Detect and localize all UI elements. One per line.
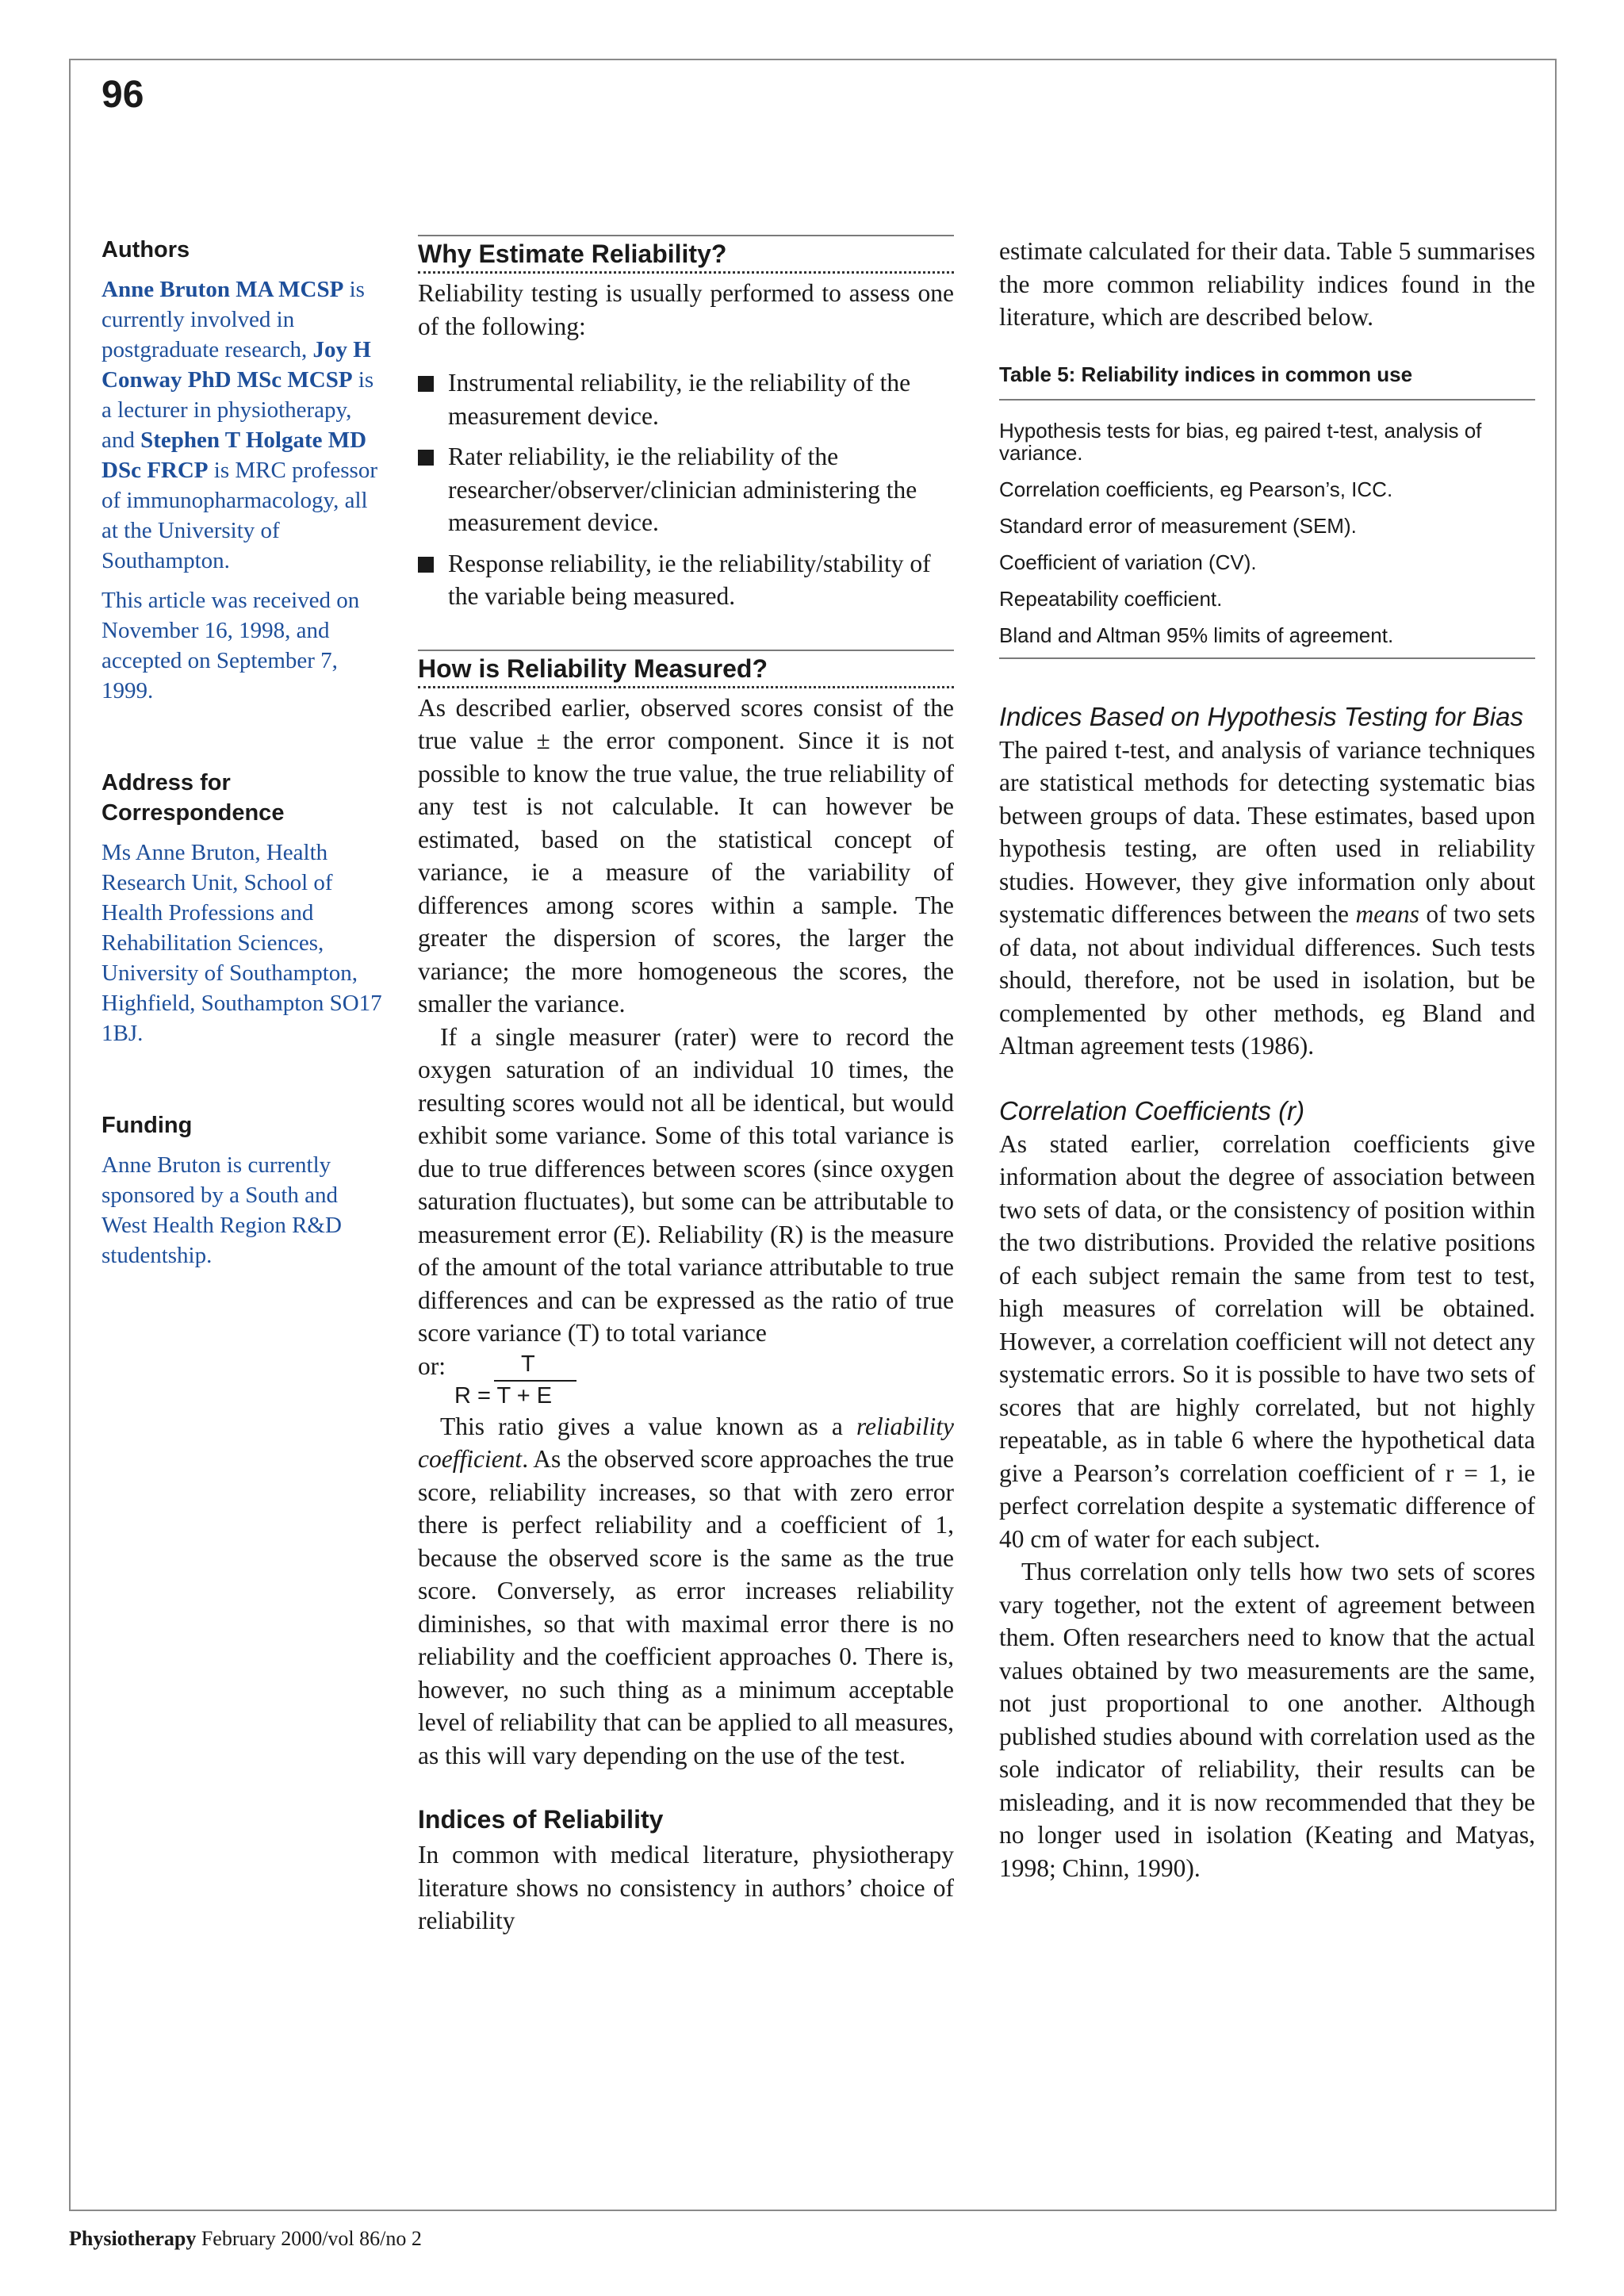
table5-title: Table 5: Reliability indices in common use [999,361,1535,401]
authors-heading: Authors [102,237,190,263]
right-column [999,235,1535,1884]
hypothesis-heading: Indices Based on Hypothesis Testing for Bias [999,701,1523,731]
indices-paragraph: In common with medical literature, physiotherapy literature shows no consistency in authors’ choice of reliability [418,1841,954,1934]
received-note: This article was received on November 16, 1998, and accepted on September 7, 1999. [102,588,360,703]
address-heading: Address for Correspondence [102,770,285,826]
table-row: Repeatability coefficient. [999,586,1223,611]
address-text: Ms Anne Bruton, Health Research Unit, School of Health Professions and Rehabilitation Sciences, University of Southampton, Highfield, Southampton SO17 1BJ. [102,840,382,1046]
page-number: 96 [102,74,144,116]
author3-desc: is MRC professor of immunopharmacology, all at the University of Southampton. [102,458,377,573]
correlation-paragraph-1: As stated earlier, correlation coefficients give information about the degree of association between two sets of data, or the consistency of position within the two distributions. Provided the relative positions of each subject remain the same from test to test, high measures of correlation will be obtained. However, a correlation coefficient will not detect any systematic errors. So it is possible to have two sets of scores that are highly correlated, but not highly repeatable, as in table 6 where the hypothetical data give a Pearson’s correlation coefficient of r = 1, ie perfect correlation despite a systematic difference of 40 cm of water for each subject. [999,1129,1535,1553]
bullet-item: Response reliability, ie the reliability/stability of the variable being measured. [418,547,954,613]
how-paragraph-1: As described earlier, observed scores consist of the true value ± the error component. Since it is not possible to know the true value, the true reliability of any test is not calculable. It can however be estimated, based on the statistical concept of variance, ie a measure of the variability of differences among scores within a sample. The greater the dispersion of scores, the larger the variance; the more homogeneous the scores, the smaller the variance. [418,693,954,1018]
author1-name: Anne Bruton MA MCSP [102,277,344,302]
reliability-bullets [418,366,954,613]
table5-body [999,410,1535,659]
author1-desc: is currently involved in postgraduate research, [102,277,365,362]
table-row: Hypothesis tests for bias, eg paired t-test, analysis of variance. [999,418,1482,465]
indices-heading: Indices of Reliability [418,1805,664,1834]
formula-or: or: [418,1351,446,1380]
bullet-square-icon [418,450,434,466]
why-heading: Why Estimate Reliability? [418,235,954,274]
why-intro: Reliability testing is usually performed to assess one of the following: [418,279,954,340]
bullet-square-icon [418,376,434,392]
author2-name: Joy H Conway PhD MSc MCSP [102,337,371,393]
emphasis-means: means [1355,900,1419,928]
funding-heading: Funding [102,1113,193,1138]
correlation-heading: Correlation Coefficients (r) [999,1095,1305,1125]
table-row: Bland and Altman 95% limits of agreement. [999,623,1394,647]
formula-denominator: R = T + E [454,1382,553,1409]
bullet-square-icon [418,557,434,573]
bullet-item: Instrumental reliability, ie the reliability of the measurement device. [418,366,954,432]
bullet-item: Rater reliability, ie the reliability of the researcher/observer/clinician administering the measurement device. [418,440,954,539]
journal-name: Physiotherapy [69,2227,197,2250]
how-paragraph-3: This ratio gives a value known as a reliability coefficient. As the observed score approaches the true score, reliability increases, so that with zero error there is perfect reliability and a coefficient of 1, because the observed score is the same as the true score. Conversely, as error increases reliability diminishes, so that with maximal error there is no reliability and the coefficient approaches 0. There is, however, no such thing as a minimum acceptable level of reliability that can be applied to all measures, as this will vary depending on the use of the test. [418,1412,954,1769]
table-row: Correlation coefficients, eg Pearson’s, ICC. [999,477,1393,501]
how-heading: How is Reliability Measured? [418,650,954,688]
funding-text: Anne Bruton is currently sponsored by a South and West Health Region R&D studentship. [102,1152,342,1268]
formula-numerator: T [521,1351,535,1377]
continued-paragraph: estimate calculated for their data. Table 5 summarises the more common reliability indices found in the literature, which are described below. [999,237,1535,331]
how-paragraph-2: If a single measurer (rater) were to record the oxygen saturation of an individual 10 times, the resulting scores would not all be identical, but would exhibit some variance. Some of this total variance is due to true differences between scores (since oxygen saturation fluctuates), but some can be attributable to measurement error (E). Reliability (R) is the measure of the amount of the total variance attributable to true differences and can be expressed as the ratio of true score variance (T) to total variance [418,1022,954,1347]
author2-desc: is a lecturer in physiotherapy, and [102,367,374,453]
correlation-paragraph-2: Thus correlation only tells how two sets of scores vary together, not the extent of agreement between them. Often researchers need to know that the actual values obtained by two measurements are the same, not just proportional to one another. Although published studies abound with correlation used as the sole indicator of reliability, their results can be misleading, and it is now recommended that they be no longer used in isolation (Keating and Matyas, 1998; Chinn, 1990). [999,1558,1535,1882]
middle-column [418,235,954,1938]
table-row: Coefficient of variation (CV). [999,550,1257,574]
hypothesis-paragraph: The paired t-test, and analysis of variance techniques are statistical methods for detecting systematic bias between groups of data. These estimates, based upon hypothesis testing, are often used in reliability studies. However, they give information only about systematic differences between the means of two sets of data, not about individual differences. Such tests should, therefore, not be used in isolation, but be complemented by other methods, eg Bland and Altman agreement tests (1986). [999,735,1535,1060]
emphasis-reliability-coefficient: reliability coefficient [418,1412,954,1473]
sidebar [102,235,387,1280]
table-row: Standard error of measurement (SEM). [999,513,1357,538]
reliability-formula [418,1350,954,1410]
issue-info: February 2000/vol 86/no 2 [196,2227,422,2250]
authors-info [102,274,387,576]
footer [69,2227,422,2251]
author3-name: Stephen T Holgate MD DSc FRCP [102,427,367,483]
